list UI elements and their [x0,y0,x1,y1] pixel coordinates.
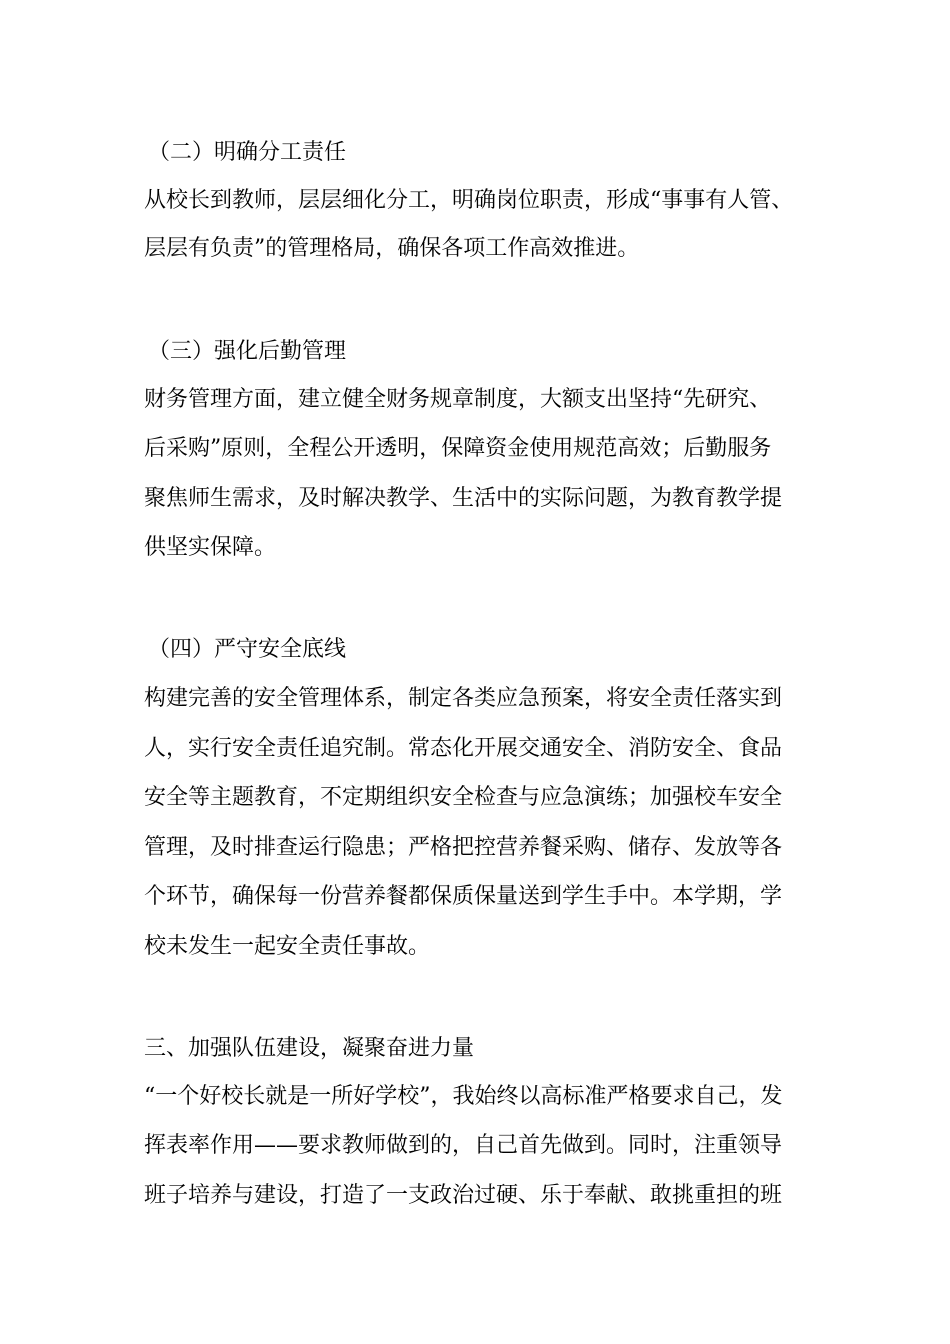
paragraph-line: 财务管理方面，建立健全财务规章制度，大额支出坚持“先研究、 [144,387,772,412]
paragraph-line: 层层有负责”的管理格局，确保各项工作高效推进。 [144,236,640,261]
paragraph-line: 管理，及时排查运行隐患；严格把控营养餐采购、储存、发放等各 [144,835,783,860]
paragraph-line: 聚焦师生需求，及时解决教学、生活中的实际问题，为教育教学提 [144,486,783,511]
paragraph-line: “一个好校长就是一所好学校”，我始终以高标准严格要求自己，发 [144,1084,783,1109]
paragraph-line: 人，实行安全责任追究制。常态化开展交通安全、消防安全、食品 [144,736,783,761]
paragraph-line: 供坚实保障。 [144,535,277,560]
paragraph-line: 挥表率作用——要求教师做到的，自己首先做到。同时，注重领导 [144,1133,783,1158]
section-heading: （二）明确分工责任 [148,140,347,165]
paragraph-line: 后采购”原则，全程公开透明，保障资金使用规范高效；后勤服务 [144,436,772,461]
paragraph-line: 从校长到教师，层层细化分工，明确岗位职责，形成“事事有人管、 [144,188,794,213]
section-heading: （四）严守安全底线 [148,637,347,662]
paragraph-line: 构建完善的安全管理体系，制定各类应急预案，将安全责任落实到 [144,686,783,711]
paragraph-line: 班子培养与建设，打造了一支政治过硬、乐于奉献、敢挑重担的班 [144,1183,783,1208]
paragraph-line: 个环节，确保每一份营养餐都保质保量送到学生手中。本学期，学 [144,884,783,909]
paragraph-line: 校未发生一起安全责任事故。 [144,934,431,959]
section-heading: 三、加强队伍建设，凝聚奋进力量 [144,1036,475,1061]
paragraph-line: 安全等主题教育，不定期组织安全检查与应急演练；加强校车安全 [144,785,783,810]
section-heading: （三）强化后勤管理 [148,339,347,364]
